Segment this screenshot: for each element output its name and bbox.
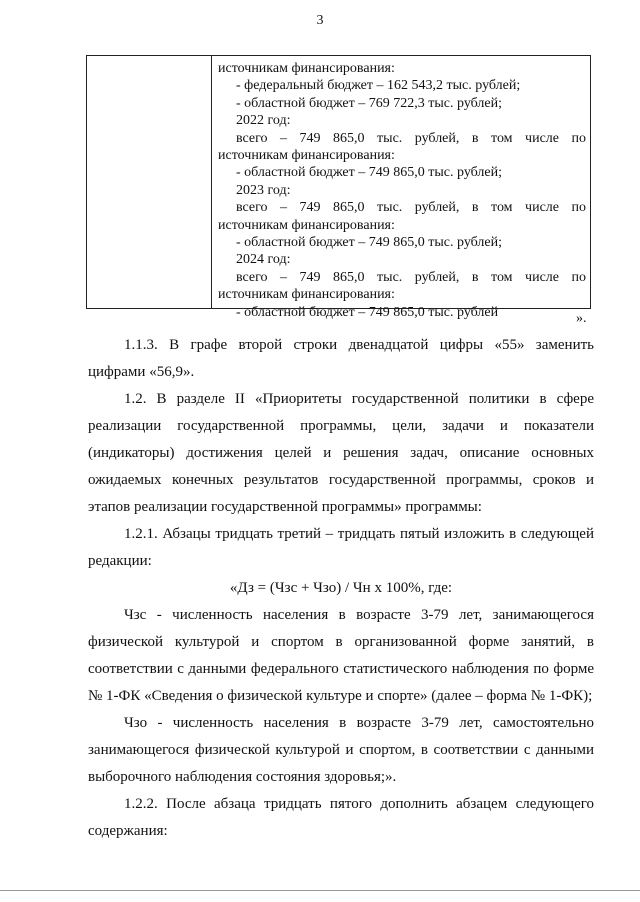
table-line: источникам финансирования: xyxy=(218,148,395,164)
page-bottom-rule xyxy=(0,890,640,891)
table-line: - областной бюджет – 749 865,0 тыс. рублей; xyxy=(236,165,502,181)
table-line: 2022 год: xyxy=(236,113,291,129)
paragraph: 1.2.2. После абзаца тридцать пятого дополнить абзацем следующего содержания: xyxy=(88,796,594,839)
document-body xyxy=(88,332,594,845)
page-number: 3 xyxy=(316,13,324,28)
table-line: 2023 год: xyxy=(236,182,291,198)
table-line: - областной бюджет – 749 865,0 тыс. рублей xyxy=(236,304,499,320)
table-line: источникам финансирования: xyxy=(218,217,395,233)
table-line: - областной бюджет – 749 865,0 тыс. рублей; xyxy=(236,235,502,251)
table-line: источникам финансирования: xyxy=(218,287,395,303)
table-line: - федеральный бюджет – 162 543,2 тыс. рублей; xyxy=(236,78,521,94)
closing-quote: ». xyxy=(576,311,587,326)
table-right-cell xyxy=(212,56,590,320)
table-line: всего – 749 865,0 тыс. рублей, в том числе по xyxy=(236,269,586,285)
table-line: источникам финансирования: xyxy=(218,61,395,76)
paragraph: «Дз = (Чзс + Чзо) / Чн х 100%, где: xyxy=(229,580,453,596)
table-line: всего – 749 865,0 тыс. рублей, в том числе по xyxy=(236,200,586,216)
financing-table xyxy=(86,55,591,320)
table-line: 2024 год: xyxy=(236,252,291,268)
paragraph: 1.1.3. В графе второй строки двенадцатой цифры «55» заменить цифрами «56,9». xyxy=(88,337,594,380)
table-line: всего – 749 865,0 тыс. рублей, в том числе по xyxy=(236,130,586,146)
table-left-cell xyxy=(87,56,212,308)
paragraph: 1.2.1. Абзацы тридцать третий – тридцать пятый изложить в следующей редакции: xyxy=(88,526,594,569)
paragraph: Чзо - численность населения в возрасте 3-79 лет, самостоятельно занимающегося физической культурой и спортом, в соответствии с данными выборочного наблюдения состояния здоровья;». xyxy=(88,715,594,785)
paragraph: 1.2. В разделе II «Приоритеты государственной политики в сфере реализации государственной программы, цели, задачи и показатели (индикаторы) достижения целей и решения задач, описание основных ожидаемых конечных результатов государственной программы, сроков и этапов реализации государственной программы» программы: xyxy=(88,391,594,515)
paragraph: Чзс - численность населения в возрасте 3-79 лет, занимающегося физической культурой и спортом в организованной форме занятий, в соответствии с данными федерального статистического наблюдения по форме № 1-ФК «Сведения о физической культуре и спорте» (далее – форма № 1-ФК); xyxy=(88,607,594,704)
table-line: - областной бюджет – 769 722,3 тыс. рублей; xyxy=(236,95,502,111)
